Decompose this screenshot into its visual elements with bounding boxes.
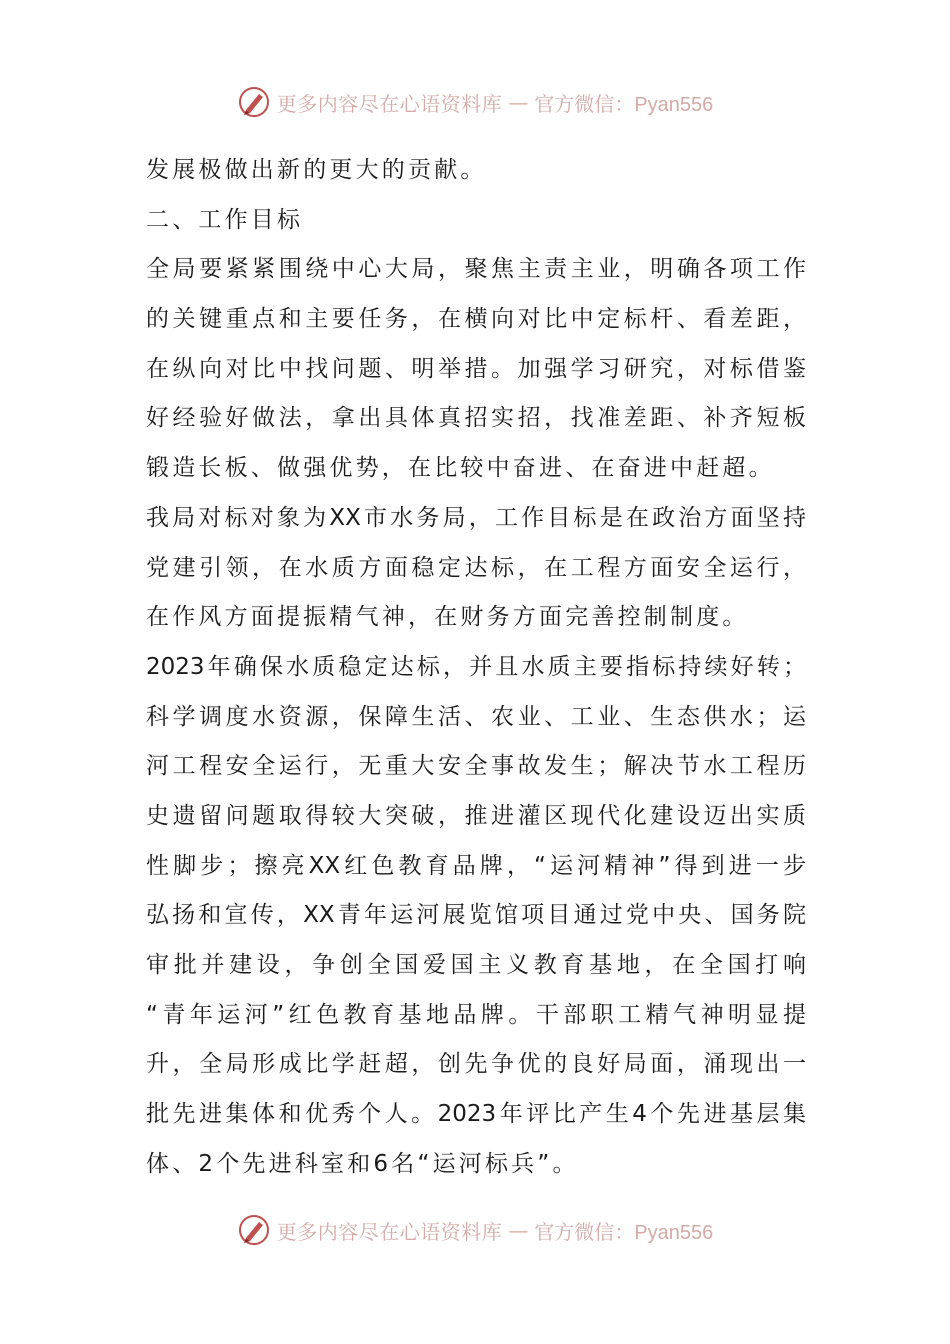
body-line: 性脚步；擦亮XX红色教育品牌，“运河精神”得到进一步 — [146, 852, 806, 879]
body-line: 的关键重点和主要任务，在横向对比中定标杆、看差距， — [146, 306, 806, 333]
body-line: 河工程安全运行，无重大安全事故发生；解决节水工程历 — [146, 753, 806, 780]
footer-watermark — [0, 1210, 950, 1250]
body-line: 好经验好做法，拿出具体真招实招，找准差距、补齐短板 — [146, 405, 806, 432]
watermark-wechat: 官方微信：Pyan556 — [534, 1221, 714, 1244]
watermark-dash: — — [508, 1218, 529, 1242]
pen-logo-icon — [237, 1213, 271, 1247]
body-line: 批先进集体和优秀个人。2023年评比产生4个先进基层集 — [146, 1101, 806, 1128]
watermark-dash: — — [508, 90, 529, 114]
body-line: 锻造长板、做强优势，在比较中奋进、在奋进中赶超。 — [146, 455, 775, 482]
body-line: 党建引领，在水质方面稳定达标，在工程方面安全运行， — [146, 554, 806, 581]
pen-logo-icon — [237, 85, 271, 119]
watermark-wechat: 官方微信：Pyan556 — [534, 93, 714, 116]
body-line: 在作风方面提振精气神，在财务方面完善控制制度。 — [146, 604, 749, 631]
body-line: 在纵向对比中找问题、明举措。加强学习研究，对标借鉴 — [146, 355, 806, 382]
body-line: 弘扬和宣传，XX青年运河展览馆项目通过党中央、国务院 — [146, 902, 806, 929]
watermark-text: 更多内容尽在心语资料库 — [276, 1219, 503, 1244]
body-line: “青年运河”红色教育基地品牌。干部职工精气神明显提 — [146, 1001, 806, 1028]
body-line: 2023年确保水质稳定达标，并且水质主要指标持续好转； — [146, 653, 806, 680]
body-line: 史遗留问题取得较大突破，推进灌区现代化建设迈出实质 — [146, 802, 806, 829]
body-line: 升，全局形成比学赶超，创先争优的良好局面，涌现出一 — [146, 1051, 806, 1078]
header-watermark — [0, 82, 950, 122]
body-line: 科学调度水资源，保障生活、农业、工业、生态供水；运 — [146, 703, 806, 730]
body-line: 体、2个先进科室和6名“运河标兵”。 — [146, 1150, 579, 1177]
body-line: 我局对标对象为XX市水务局，工作目标是在政治方面坚持 — [146, 504, 806, 531]
document-body — [146, 146, 806, 1189]
body-line: 全局要紧紧围绕中心大局，聚焦主责主业，明确各项工作 — [146, 256, 806, 283]
body-line: 审批并建设，争创全国爱国主义教育基地，在全国打响 — [146, 952, 806, 978]
section-heading: 二、工作目标 — [146, 206, 304, 233]
body-line: 发展极做出新的更大的贡献。 — [146, 157, 487, 183]
watermark-text: 更多内容尽在心语资料库 — [276, 91, 503, 116]
